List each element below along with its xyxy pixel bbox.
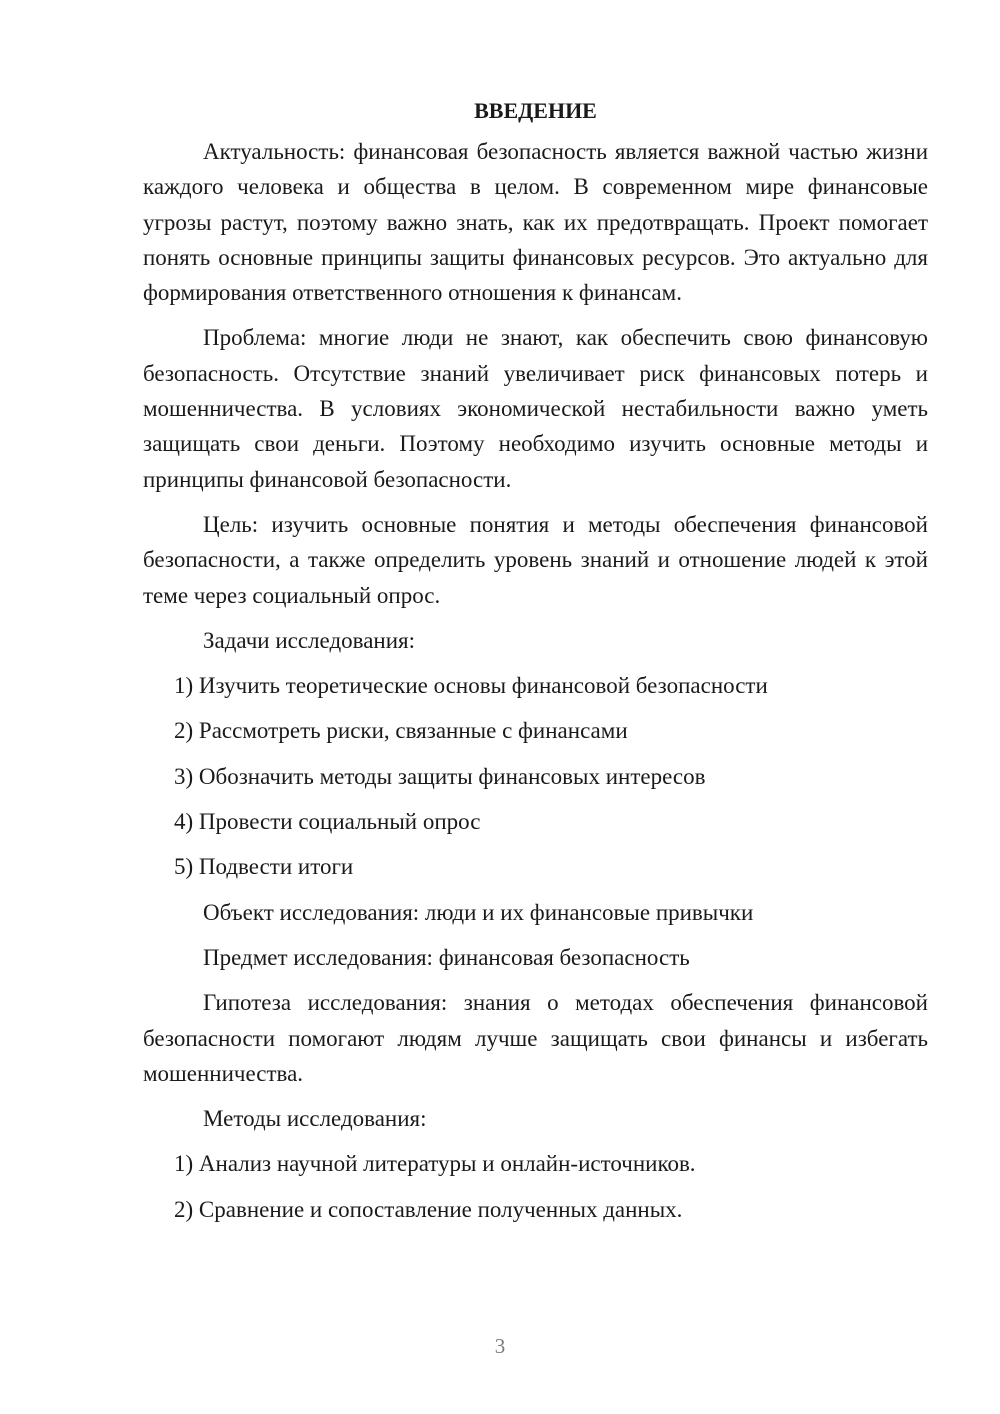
method-item: 2) Сравнение и сопоставление полученных данных.	[174, 1196, 683, 1222]
task-item: 3) Обозначить методы защиты финансовых интересов	[174, 763, 706, 789]
subject-line: Предмет исследования: финансовая безопасность	[203, 944, 690, 970]
hypothesis-paragraph: Гипотеза исследования: знания о методах обеспечения финансовой безопасности помогают людям лучше защищать свои финансы и избегать мошенничества.	[143, 990, 928, 1086]
methods-heading: Методы исследования:	[203, 1106, 427, 1132]
page-number: 3	[494, 1334, 506, 1358]
task-item: 2) Рассмотреть риски, связанные с финансами	[174, 718, 628, 744]
task-item: 1) Изучить теоретические основы финансовой безопасности	[174, 673, 768, 699]
method-item: 1) Анализ научной литературы и онлайн-источников.	[174, 1151, 696, 1177]
tasks-heading: Задачи исследования:	[203, 627, 416, 653]
task-item: 5) Подвести итоги	[174, 854, 354, 880]
object-line: Объект исследования: люди и их финансовые привычки	[203, 899, 754, 925]
relevance-paragraph: Актуальность: финансовая безопасность является важной частью жизни каждого человека и общества в целом. В современном мире финансовые угрозы растут, поэтому важно знать, как их предотвращать. Проект помогает понять основные принципы защиты финансовых ресурсов. Это актуально для формирования ответственного отношения к финансам.	[143, 139, 928, 306]
task-item: 4) Провести социальный опрос	[174, 809, 481, 835]
section-title: ВВЕДЕНИЕ	[474, 98, 597, 123]
goal-paragraph: Цель: изучить основные понятия и методы обеспечения финансовой безопасности, а также определить уровень знаний и отношение людей к этой теме через социальный опрос.	[143, 511, 928, 608]
document-page	[143, 96, 928, 1237]
problem-paragraph: Проблема: многие люди не знают, как обеспечить свою финансовую безопасность. Отсутствие знаний увеличивает риск финансовых потерь и мошенничества. В условиях экономической нестабильности важно уметь защищать свои деньги. Поэтому необходимо изучить основные методы и принципы финансовой безопасности.	[143, 325, 928, 492]
